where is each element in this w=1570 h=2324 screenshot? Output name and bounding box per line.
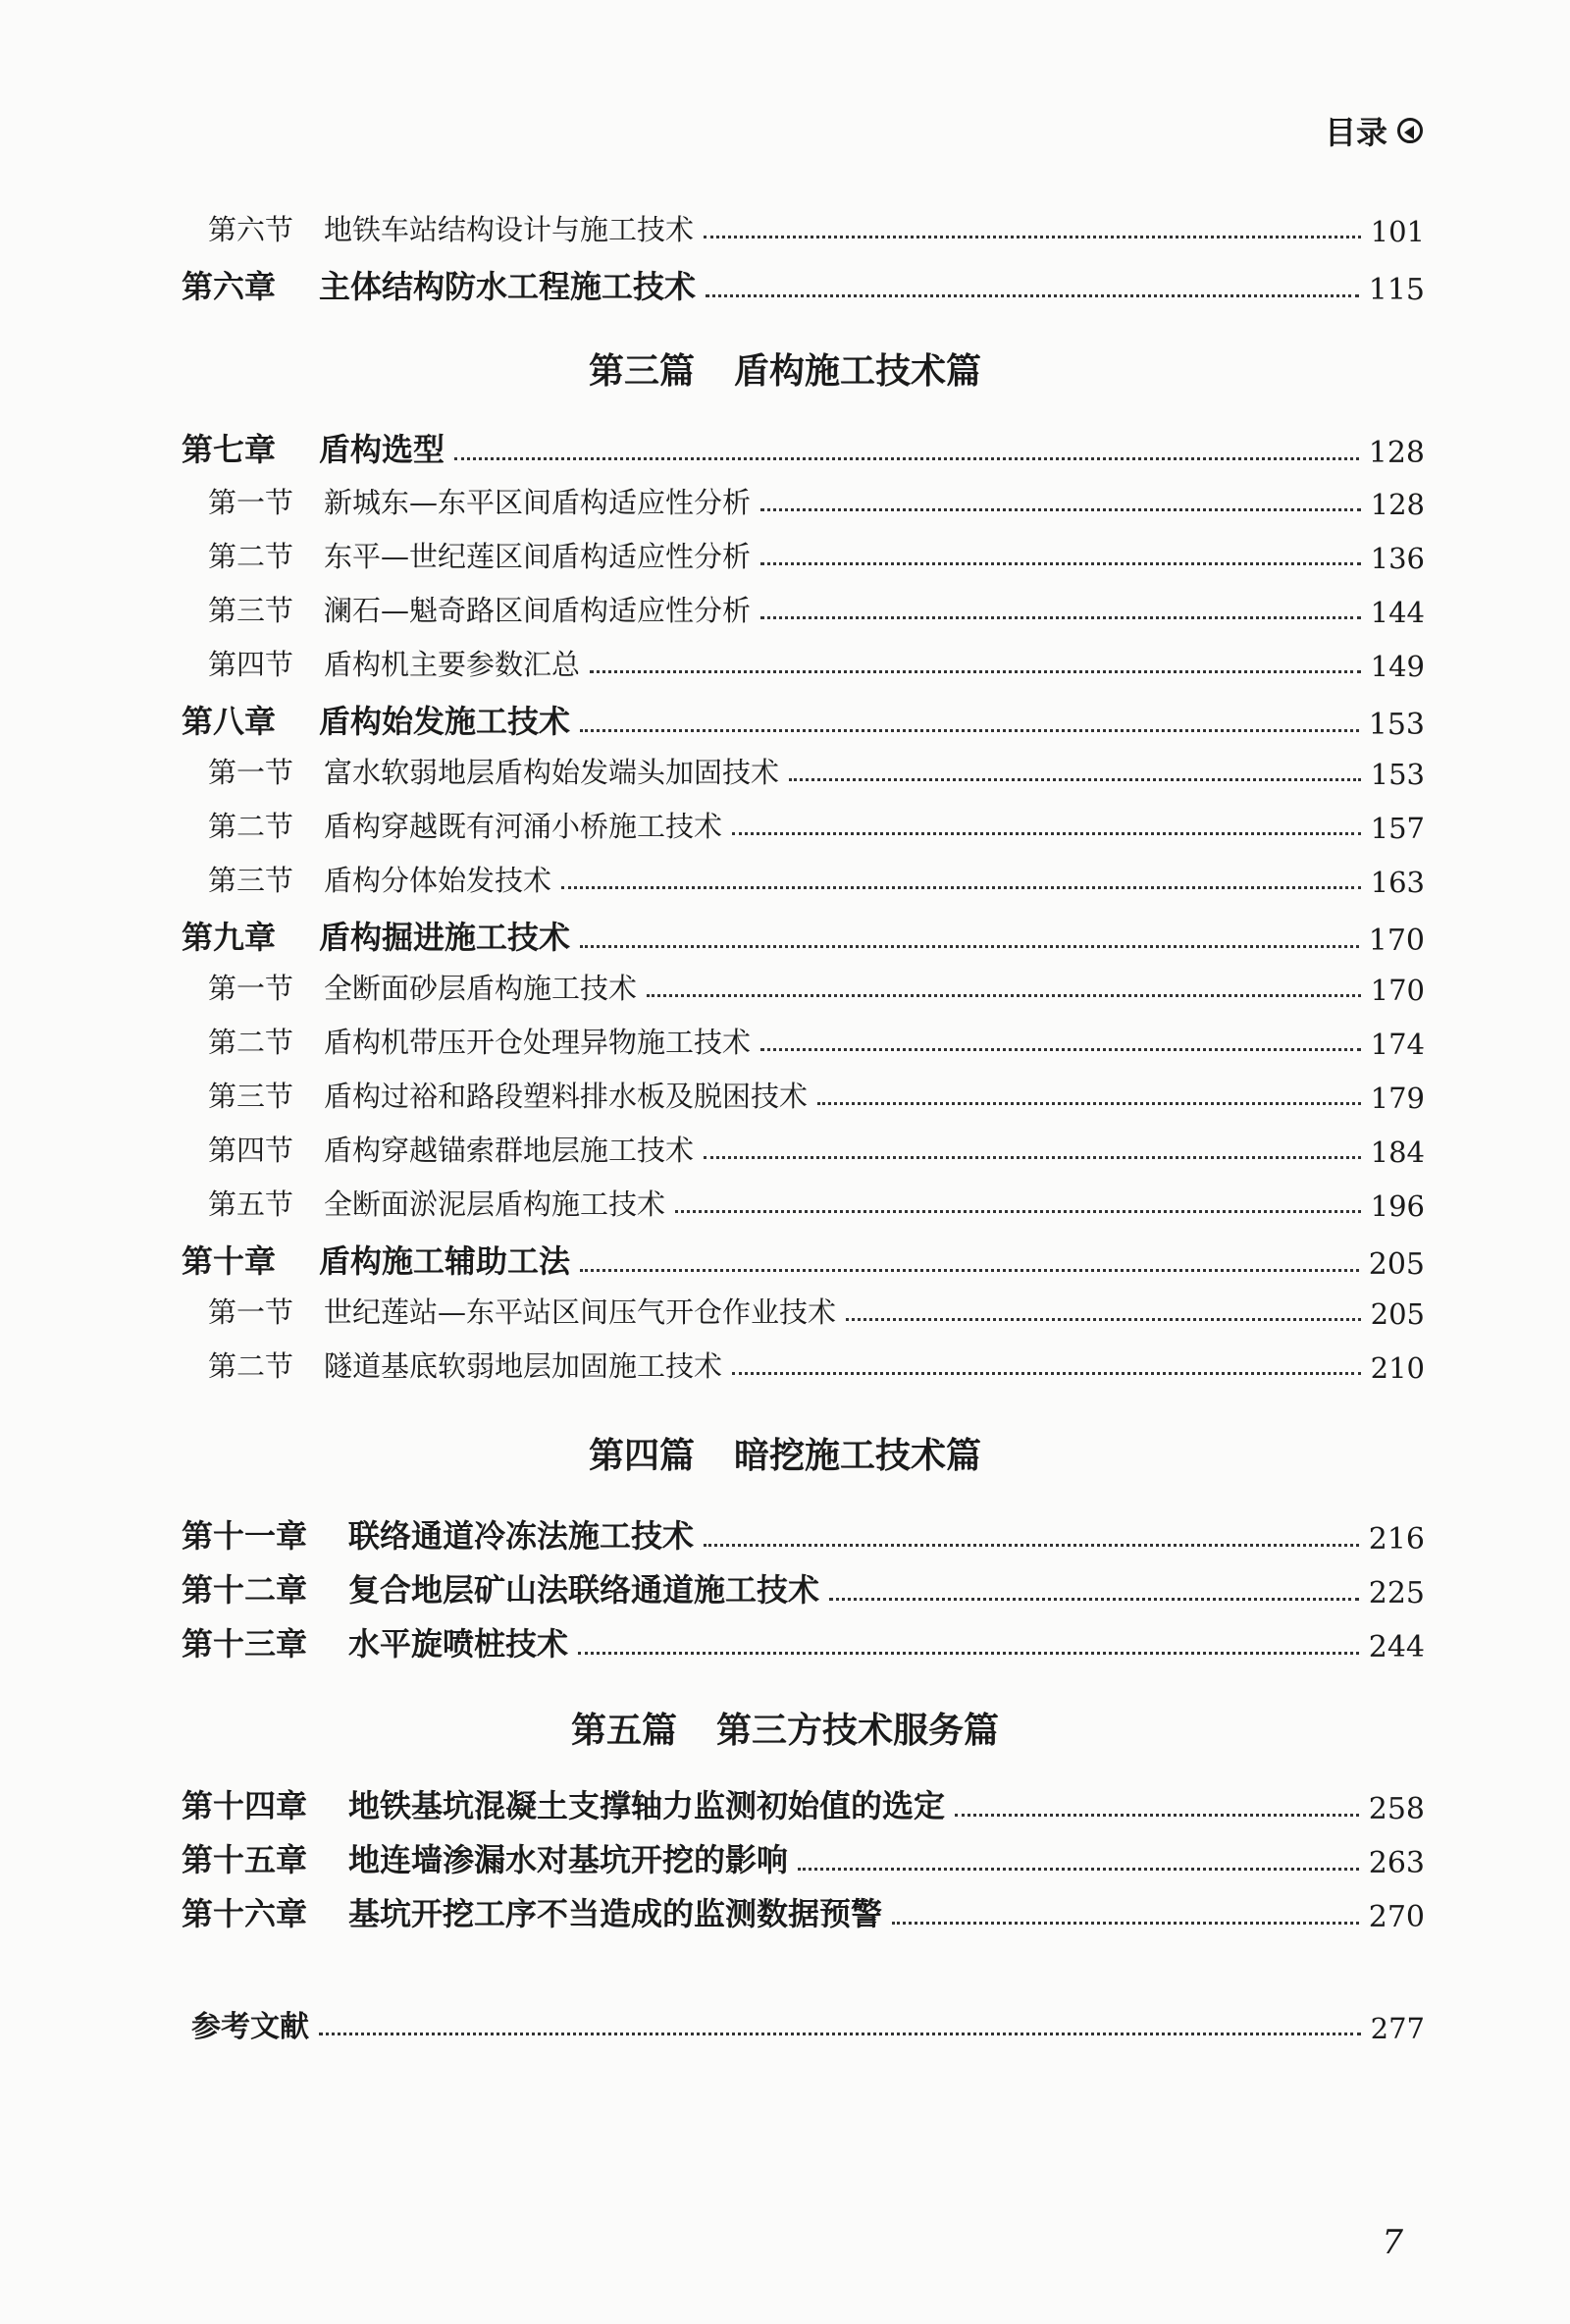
entry-page: 153 xyxy=(1370,758,1425,791)
dot-leader xyxy=(590,670,1361,673)
dot-leader xyxy=(704,1156,1361,1159)
entry-page: 153 xyxy=(1368,708,1425,742)
part-label: 第三篇 xyxy=(588,350,695,392)
part-title: 第三方技术服务篇 xyxy=(716,1710,1000,1751)
entry-title: 盾构分体始发技术 xyxy=(324,864,552,897)
entry-page: 196 xyxy=(1370,1189,1425,1223)
toc-section-entry xyxy=(208,805,1425,845)
part-heading xyxy=(0,1428,1570,1478)
toc-chapter-entry xyxy=(182,425,1425,470)
entry-label: 第十三章 xyxy=(182,1625,308,1663)
entry-title: 地连墙渗漏水对基坑开挖的影响 xyxy=(348,1841,789,1878)
dot-leader xyxy=(675,1210,1361,1213)
entry-label: 第二节 xyxy=(208,1026,294,1059)
entry-page: 184 xyxy=(1370,1136,1425,1169)
dot-leader xyxy=(817,1102,1361,1105)
toc-section-entry xyxy=(208,1129,1425,1169)
entry-page: 157 xyxy=(1370,812,1425,845)
entry-title: 东平—世纪莲区间盾构适应性分析 xyxy=(324,540,752,573)
entry-title: 盾构始发施工技术 xyxy=(319,703,571,740)
dot-leader xyxy=(829,1598,1359,1601)
entry-page: 179 xyxy=(1370,1082,1425,1115)
toc-section-entry xyxy=(208,589,1425,629)
dot-leader xyxy=(760,616,1361,619)
entry-page: 170 xyxy=(1368,924,1425,958)
part-label: 第四篇 xyxy=(588,1435,695,1476)
part-heading xyxy=(0,343,1570,394)
entry-page: 136 xyxy=(1370,542,1425,575)
entry-label: 第一节 xyxy=(208,1295,294,1329)
dot-leader xyxy=(580,945,1359,948)
entry-page: 244 xyxy=(1368,1630,1425,1664)
entry-page: 149 xyxy=(1370,650,1425,683)
entry-page: 128 xyxy=(1370,488,1425,521)
entry-label: 第十四章 xyxy=(182,1787,308,1824)
entry-page: 225 xyxy=(1368,1576,1425,1611)
entry-page: 210 xyxy=(1370,1351,1425,1385)
entry-label: 第一节 xyxy=(208,756,294,789)
dot-leader xyxy=(892,1922,1359,1925)
entry-page: 258 xyxy=(1368,1792,1425,1826)
dot-leader xyxy=(732,1372,1361,1375)
toc-section-entry xyxy=(208,1183,1425,1223)
entry-label: 第一节 xyxy=(208,486,294,519)
entry-page: 216 xyxy=(1368,1522,1425,1557)
toc-section-entry xyxy=(208,967,1425,1007)
entry-title: 全断面淤泥层盾构施工技术 xyxy=(324,1188,666,1221)
entry-page: 128 xyxy=(1368,436,1425,470)
entry-label: 第十六章 xyxy=(182,1895,308,1932)
entry-label: 第六章 xyxy=(182,268,277,305)
running-header xyxy=(1325,108,1423,153)
entry-page: 101 xyxy=(1370,215,1425,248)
entry-page: 170 xyxy=(1370,974,1425,1007)
entry-title: 盾构穿越既有河涌小桥施工技术 xyxy=(324,810,723,843)
entry-label: 第五节 xyxy=(208,1188,294,1221)
toc-section-entry xyxy=(208,1075,1425,1115)
toc-section-entry xyxy=(208,1021,1425,1061)
toc-chapter-entry xyxy=(182,697,1425,742)
toc-section-entry xyxy=(208,643,1425,683)
entry-label: 第九章 xyxy=(182,919,277,956)
dot-leader xyxy=(760,508,1361,511)
toc-section-entry xyxy=(208,751,1425,791)
entry-title: 地铁基坑混凝土支撑轴力监测初始值的选定 xyxy=(348,1787,946,1824)
toc-section-entry xyxy=(208,208,1425,248)
toc-chapter-entry xyxy=(182,1781,1425,1826)
entry-title: 水平旋喷桩技术 xyxy=(348,1625,569,1663)
entry-page: 163 xyxy=(1370,866,1425,899)
dot-leader xyxy=(760,562,1361,565)
entry-label: 第十五章 xyxy=(182,1841,308,1878)
entry-label: 第三节 xyxy=(208,864,294,897)
entry-label: 第四节 xyxy=(208,1134,294,1167)
entry-label: 第二节 xyxy=(208,810,294,843)
dot-leader xyxy=(454,457,1359,460)
entry-page: 144 xyxy=(1370,596,1425,629)
dot-leader xyxy=(704,1544,1359,1547)
entry-label: 第一节 xyxy=(208,972,294,1005)
entry-title: 主体结构防水工程施工技术 xyxy=(319,268,697,305)
toc-section-entry xyxy=(208,1345,1425,1385)
dot-leader xyxy=(760,1048,1361,1051)
toc-chapter-entry xyxy=(182,1619,1425,1664)
references-page: 277 xyxy=(1370,2012,1425,2045)
entry-title: 世纪莲站—东平站区间压气开仓作业技术 xyxy=(324,1295,837,1329)
entry-label: 第二节 xyxy=(208,1349,294,1383)
dot-leader xyxy=(732,832,1361,835)
entry-title: 联络通道冷冻法施工技术 xyxy=(348,1517,695,1555)
entry-title: 盾构机主要参数汇总 xyxy=(324,648,581,681)
dot-leader xyxy=(846,1318,1361,1321)
entry-label: 第十章 xyxy=(182,1242,277,1280)
entry-label: 第十二章 xyxy=(182,1571,308,1609)
entry-title: 新城东—东平区间盾构适应性分析 xyxy=(324,486,752,519)
entry-page: 174 xyxy=(1370,1028,1425,1061)
entry-title: 全断面砂层盾构施工技术 xyxy=(324,972,638,1005)
toc-section-entry xyxy=(208,859,1425,899)
part-title: 暗挖施工技术篇 xyxy=(734,1435,982,1476)
dot-leader xyxy=(580,1269,1359,1272)
toc-references-entry xyxy=(191,2002,1425,2045)
entry-title: 地铁车站结构设计与施工技术 xyxy=(324,213,695,246)
part-title: 盾构施工技术篇 xyxy=(734,350,982,392)
toc-chapter-entry xyxy=(182,1889,1425,1934)
entry-title: 盾构掘进施工技术 xyxy=(319,919,571,956)
entry-page: 263 xyxy=(1368,1846,1425,1880)
entry-page: 270 xyxy=(1368,1900,1425,1934)
entry-page: 115 xyxy=(1368,273,1425,307)
dot-leader xyxy=(704,236,1361,238)
entry-title: 基坑开挖工序不当造成的监测数据预警 xyxy=(348,1895,883,1932)
arrow-left-circle-icon xyxy=(1397,118,1423,143)
dot-leader xyxy=(706,294,1359,297)
header-title: 目录 xyxy=(1324,114,1387,151)
dot-leader xyxy=(789,778,1361,781)
toc-section-entry xyxy=(208,481,1425,521)
entry-title: 盾构穿越锚索群地层施工技术 xyxy=(324,1134,695,1167)
part-label: 第五篇 xyxy=(570,1710,677,1751)
entry-label: 第二节 xyxy=(208,540,294,573)
toc-chapter-entry xyxy=(182,1835,1425,1880)
entry-title: 复合地层矿山法联络通道施工技术 xyxy=(348,1571,820,1609)
entry-label: 第四节 xyxy=(208,648,294,681)
references-title: 参考文献 xyxy=(191,2010,309,2044)
entry-label: 第七章 xyxy=(182,431,277,468)
toc-chapter-entry xyxy=(182,913,1425,958)
toc-section-entry xyxy=(208,1291,1425,1331)
entry-page: 205 xyxy=(1368,1247,1425,1282)
dot-leader xyxy=(319,2033,1361,2035)
entry-label: 第八章 xyxy=(182,703,277,740)
toc-chapter-entry xyxy=(182,1565,1425,1611)
entry-label: 第六节 xyxy=(208,213,294,246)
entry-title: 盾构过裕和路段塑料排水板及脱困技术 xyxy=(324,1080,809,1113)
part-heading xyxy=(0,1703,1570,1753)
entry-title: 盾构选型 xyxy=(319,431,445,468)
dot-leader xyxy=(578,1652,1359,1655)
toc-section-entry xyxy=(208,535,1425,575)
entry-title: 隧道基底软弱地层加固施工技术 xyxy=(324,1349,723,1383)
dot-leader xyxy=(647,994,1361,997)
page-number: 7 xyxy=(1382,2223,1403,2262)
entry-label: 第三节 xyxy=(208,594,294,627)
entry-title: 盾构机带压开仓处理异物施工技术 xyxy=(324,1026,752,1059)
dot-leader xyxy=(561,886,1361,889)
toc-chapter-entry xyxy=(182,262,1425,307)
toc-chapter-entry xyxy=(182,1511,1425,1557)
dot-leader xyxy=(955,1814,1359,1817)
entry-title: 富水软弱地层盾构始发端头加固技术 xyxy=(324,756,780,789)
entry-label: 第三节 xyxy=(208,1080,294,1113)
toc-chapter-entry xyxy=(182,1237,1425,1282)
entry-page: 205 xyxy=(1370,1297,1425,1331)
dot-leader xyxy=(798,1868,1359,1871)
entry-title: 盾构施工辅助工法 xyxy=(319,1242,571,1280)
entry-label: 第十一章 xyxy=(182,1517,308,1555)
entry-title: 澜石—魁奇路区间盾构适应性分析 xyxy=(324,594,752,627)
dot-leader xyxy=(580,729,1359,732)
